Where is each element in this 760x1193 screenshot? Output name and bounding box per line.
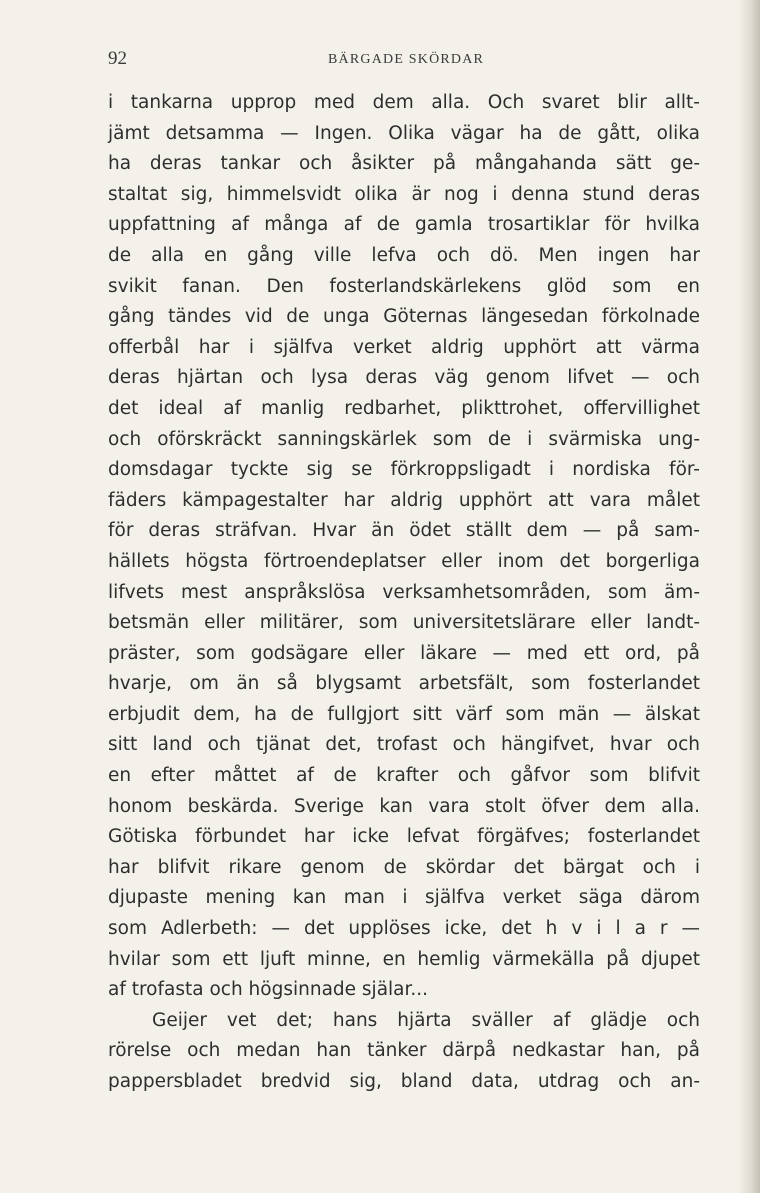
text-line: för deras sträfvan. Hvar än ödet ställt dem — på sam- bbox=[108, 520, 700, 542]
text-line: i tankarna upprop med dem alla. Och svaret blir allt- bbox=[108, 92, 700, 113]
text-line: offerbål har i själfva verket aldrig upphört att värma bbox=[108, 336, 700, 358]
text-line: hvilar som ett ljuft minne, en hemlig värmekälla på djupet bbox=[108, 948, 700, 970]
text-line: staltat sig, himmelsvidt olika är nog i denna stund deras bbox=[108, 183, 700, 205]
text-line: har blifvit rikare genom de skördar det bärgat och i bbox=[108, 856, 700, 878]
text-line: som Adlerbeth: — det upplöses icke, det h v i l a r — bbox=[108, 918, 700, 940]
text-line: gång tändes vid de unga Göternas längesedan förkolnade bbox=[108, 306, 700, 328]
text-line: djupaste mening kan man i själfva verket säga därom bbox=[108, 887, 700, 909]
running-title: BÄRGADE SKÖRDAR bbox=[328, 52, 485, 67]
text-line: honom beskärda. Sverige kan vara stolt öfver dem alla. bbox=[108, 795, 700, 817]
text-line: pappersbladet bredvid sig, bland data, utdrag och an- bbox=[108, 1071, 700, 1092]
text-line: af trofasta och högsinnade själar... bbox=[108, 979, 429, 1001]
text-line: fäders kämpagestalter har aldrig upphört att vara målet bbox=[108, 489, 700, 511]
text-line: uppfattning af många af de gamla trosartiklar för hvilka bbox=[108, 214, 700, 236]
text-line: betsmän eller militärer, som universitetslärare eller landt- bbox=[108, 612, 700, 634]
text-line: ha deras tankar och åsikter på mångahanda sätt ge- bbox=[108, 153, 700, 175]
text-line: en efter måttet af de krafter och gåfvor som blifvit bbox=[108, 765, 700, 787]
text-line: hällets högsta förtroendeplatser eller inom det borgerliga bbox=[108, 550, 700, 572]
text-line: deras hjärtan och lysa deras väg genom lifvet — och bbox=[108, 367, 700, 389]
body-text bbox=[108, 88, 700, 1098]
text-line: domsdagar tyckte sig se förkroppsligadt i nordiska för- bbox=[108, 459, 700, 481]
text-line: präster, som godsägare eller läkare — med ett ord, på bbox=[108, 642, 700, 664]
text-line: sitt land och tjänat det, trofast och hängifvet, hvar och bbox=[108, 734, 700, 756]
text-line: svikit fanan. Den fosterlandskärlekens glöd som en bbox=[108, 275, 700, 297]
text-line: hvarje, om än så blygsamt arbetsfält, som fosterlandet bbox=[108, 673, 700, 695]
page-header bbox=[108, 48, 698, 72]
text-line: erbjudit dem, ha de fullgjort sitt värf som män — älskat bbox=[108, 703, 700, 725]
text-line: det ideal af manlig redbarhet, plikttrohet, offervillighet bbox=[108, 397, 700, 419]
text-line: lifvets mest anspråkslösa verksamhetsområden, som äm- bbox=[108, 581, 700, 603]
text-line: Geijer vet det; hans hjärta sväller af glädje och bbox=[152, 1009, 700, 1031]
text-line: Götiska förbundet har icke lefvat förgäfves; fosterlandet bbox=[108, 826, 700, 848]
text-line: de alla en gång ville lefva och dö. Men ingen har bbox=[108, 244, 700, 266]
text-line: och oförskräckt sanningskärlek som de i svärmiska ung- bbox=[108, 428, 700, 450]
page-edge-shadow bbox=[738, 0, 760, 1193]
text-line: jämt detsamma — Ingen. Olika vägar ha de gått, olika bbox=[108, 122, 700, 144]
text-line: rörelse och medan han tänker därpå nedkastar han, på bbox=[108, 1040, 700, 1062]
page-number: 92 bbox=[108, 48, 127, 69]
